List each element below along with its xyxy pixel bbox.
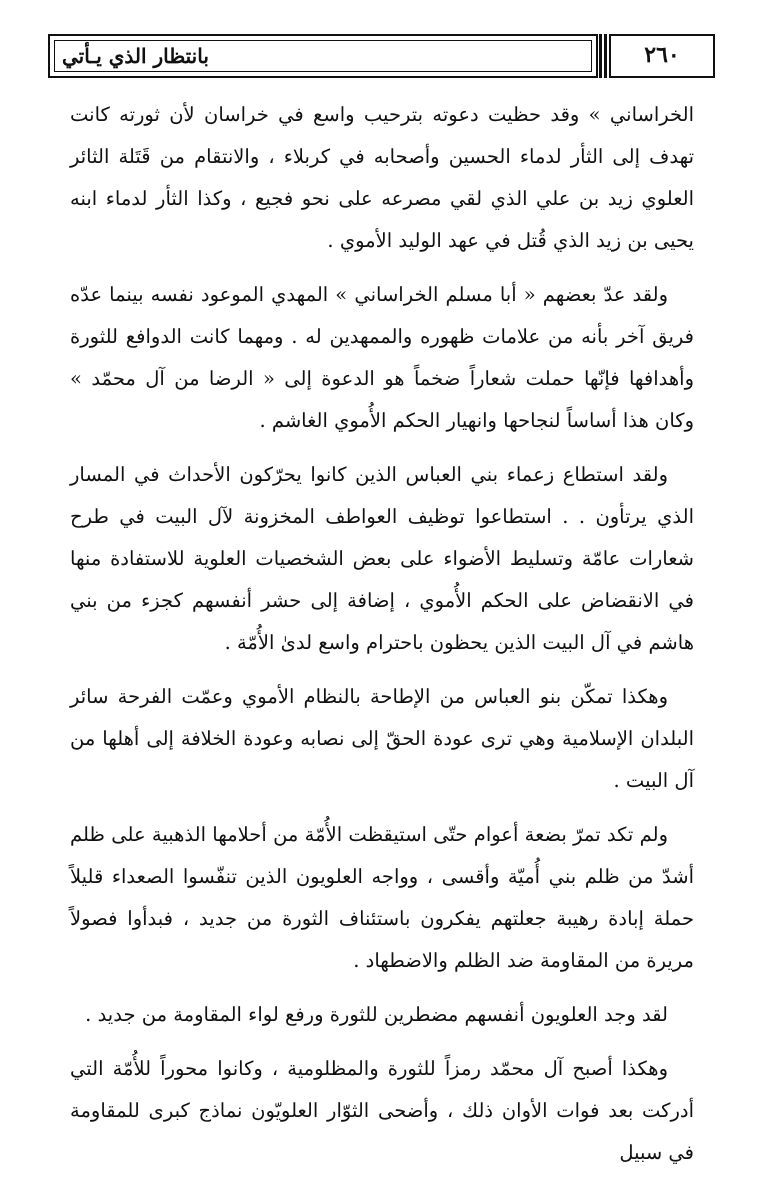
paragraph-6: لقد وجد العلويون أنفسهم مضطرين للثورة ورفع لواء المقاومة من جديد . (85, 1003, 668, 1026)
paragraph-7: وهكذا أصبح آل محمّد رمزاً للثورة والمظلومية ، وكانوا محوراً للأُمّة التي أدركت بعد فوات الأوان ذلك ، وأضحى الثوّار العلويّون نماذج كبرى للمقاومة في سبيل (70, 1057, 694, 1164)
page-number-frame (609, 34, 715, 78)
header-divider-right (604, 34, 607, 78)
paragraph-1: الخراساني » وقد حظيت دعوته بترحيب واسع في خراسان لأن ثورته كانت تهدف إلى الثأر لدماء الحسين وأصحابه في كربلاء ، والانتقام من قَتَلة الثائر العلوي زيد بن علي الذي لقي مصرعه على نحو فجيع ، وكذا الثأر لدماء ابنه يحيى بن زيد الذي قُتل في عهد الوليد الأموي . (70, 103, 694, 252)
page-body (70, 94, 694, 1186)
running-header (48, 34, 715, 84)
header-divider-left (599, 34, 602, 78)
page-number: ٢٦٠ (644, 42, 680, 68)
book-title: بانتظار الذي يـأتي (62, 44, 209, 68)
paragraph-5: ولم تكد تمرّ بضعة أعوام حتّى استيقظت الأُمّة من أحلامها الذهبية على ظلم أشدّ من ظلم بني أُميّة وأقسى ، وواجه العلويون الذين تنفّسوا الصعداء قليلاً حملة إبادة رهيبة جعلتهم يفكرون باستئناف الثورة من جديد ، فبدأوا فصولاً مريرة من المقاومة ضد الظلم والاضطهاد . (70, 823, 694, 972)
paragraph-4: وهكذا تمكّن بنو العباس من الإطاحة بالنظام الأموي وعمّت الفرحة سائر البلدان الإسلامية وهي ترى عودة الحقّ إلى نصابه وعودة الخلافة إلى أهلها من آل البيت . (70, 685, 694, 792)
paragraph-3: ولقد استطاع زعماء بني العباس الذين كانوا يحرّكون الأحداث في المسار الذي يرتأون . . استطاعوا توظيف العواطف المخزونة لآل البيت في طرح شعارات عامّة وتسليط الأضواء على بعض الشخصيات العلوية للاستفادة منها في الانقضاض على الحكم الأُموي ، إضافة إلى حشر أنفسهم كجزء من بني هاشم في آل البيت الذين يحظون باحترام واسع لدىٰ الأُمّة . (70, 463, 694, 654)
header-title-frame (48, 34, 598, 78)
paragraph-2: ولقد عدّ بعضهم « أبا مسلم الخراساني » المهدي الموعود نفسه بينما عدّه فريق آخر بأنه من علامات ظهوره والممهدين له . ومهما كانت الدوافع للثورة وأهدافها فإنّها حملت شعاراً ضخماً هو الدعوة إلى « الرضا من آل محمّد » وكان هذا أساساً لنجاحها وانهيار الحكم الأُموي الغاشم . (70, 283, 694, 432)
